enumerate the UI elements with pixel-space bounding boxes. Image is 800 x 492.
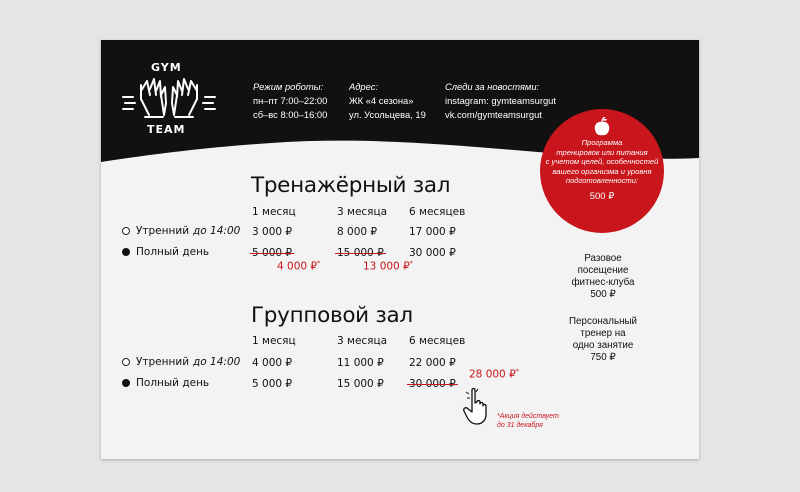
offer-line: посещение xyxy=(577,265,629,276)
price-cell: 15 000 ₽ xyxy=(337,378,384,390)
address-label: Адрес: xyxy=(349,81,379,92)
price-cell: 30 000 ₽ xyxy=(409,247,456,259)
offer-line: Персональный xyxy=(569,316,637,327)
option-note: до 14:00 xyxy=(193,225,241,237)
vk-link[interactable]: vk.com/gymteamsurgut xyxy=(445,109,542,120)
hours-line: пн–пт 7:00–22:00 xyxy=(253,95,328,106)
offer-price: 750 ₽ xyxy=(590,352,616,363)
single-visit-offer xyxy=(547,253,659,301)
column-header: 3 месяца xyxy=(337,335,388,347)
old-price xyxy=(409,378,456,390)
offer-text xyxy=(542,138,662,186)
old-price xyxy=(252,247,292,259)
kettlebell-apple-icon xyxy=(593,117,611,137)
social-label: Следи за новостями: xyxy=(445,81,540,92)
logo-text-top: GYM xyxy=(151,61,182,74)
gym-hall-title: Тренажёрный зал xyxy=(251,173,451,198)
price-cell: 4 000 ₽ xyxy=(252,357,293,369)
discount-price: 4 000 ₽* xyxy=(277,260,321,273)
price-cell: 3 000 ₽ xyxy=(252,226,293,238)
struck-price: 15 000 ₽ xyxy=(337,247,384,259)
full-day-option[interactable] xyxy=(122,246,209,258)
price-cell: 5 000 ₽ xyxy=(252,378,293,390)
option-label: Утренний xyxy=(136,356,190,368)
discount-price-value: 28 000 ₽ xyxy=(469,368,516,381)
full-day-option[interactable] xyxy=(122,377,209,389)
column-header: 1 месяц xyxy=(252,206,296,218)
working-hours xyxy=(253,80,327,122)
column-header: 3 месяца xyxy=(337,206,388,218)
promo-note xyxy=(497,412,559,430)
morning-option[interactable] xyxy=(122,225,240,237)
offer-line: тренер на xyxy=(580,328,626,339)
offer-text-line: тренировок или питания xyxy=(556,147,648,157)
radio-filled-icon[interactable] xyxy=(122,379,130,387)
discount-price: 13 000 ₽* xyxy=(363,260,413,273)
offer-line: одно занятие xyxy=(572,340,634,351)
offer-text-line: подготовленности: xyxy=(565,176,639,185)
offer-text-line: с учетом целей, особенностей xyxy=(545,157,659,166)
morning-option[interactable] xyxy=(122,356,240,368)
promo-note-line: *Акция действует xyxy=(497,413,559,420)
offer-text-line: Программа xyxy=(581,138,623,147)
price-cell: 17 000 ₽ xyxy=(409,226,456,238)
radio-empty-icon[interactable] xyxy=(122,227,130,235)
radio-empty-icon[interactable] xyxy=(122,358,130,366)
instagram-link[interactable]: instagram: gymteamsurgut xyxy=(445,95,556,106)
struck-price: 5 000 ₽ xyxy=(252,247,293,259)
column-header: 6 месяцев xyxy=(409,335,466,347)
offer-price: 500 ₽ xyxy=(589,191,615,202)
offer-line: фитнес-клуба xyxy=(571,277,635,288)
struck-price: 30 000 ₽ xyxy=(409,378,456,390)
discount-price-value: 13 000 ₽ xyxy=(363,260,410,273)
option-label: Полный день xyxy=(136,377,210,389)
address-line: ул. Усольцева, 19 xyxy=(349,109,426,120)
program-offer-circle xyxy=(540,109,664,233)
discount-price-value: 4 000 ₽ xyxy=(277,260,318,273)
group-hall-title: Групповой зал xyxy=(251,303,413,328)
option-label: Полный день xyxy=(136,246,210,258)
personal-trainer-offer xyxy=(547,316,659,364)
hours-line: сб–вс 8:00–16:00 xyxy=(253,109,328,120)
column-header: 6 месяцев xyxy=(409,206,466,218)
price-cell: 8 000 ₽ xyxy=(337,226,378,238)
hand-pointer-icon xyxy=(463,386,491,426)
address xyxy=(349,80,426,122)
option-label: Утренний xyxy=(136,225,190,237)
promo-note-line: до 31 декабря xyxy=(497,422,543,429)
column-header: 1 месяц xyxy=(252,335,296,347)
old-price xyxy=(337,247,384,259)
offer-line: Разовое xyxy=(584,253,622,264)
option-note: до 14:00 xyxy=(193,356,241,368)
social-links xyxy=(445,80,556,122)
gym-team-logo xyxy=(119,59,219,141)
price-cell: 22 000 ₽ xyxy=(409,357,456,369)
offer-text-line: вашего организма и уровня xyxy=(552,166,652,176)
hours-label: Режим роботы: xyxy=(253,81,324,92)
logo-text-bottom: TEAM xyxy=(147,123,186,136)
radio-filled-icon[interactable] xyxy=(122,248,130,256)
address-line: ЖК «4 сезона» xyxy=(349,95,414,106)
price-cell: 11 000 ₽ xyxy=(337,357,384,369)
discount-price: 28 000 ₽* xyxy=(469,368,519,381)
offer-price: 500 ₽ xyxy=(590,289,616,300)
price-card xyxy=(101,40,699,459)
